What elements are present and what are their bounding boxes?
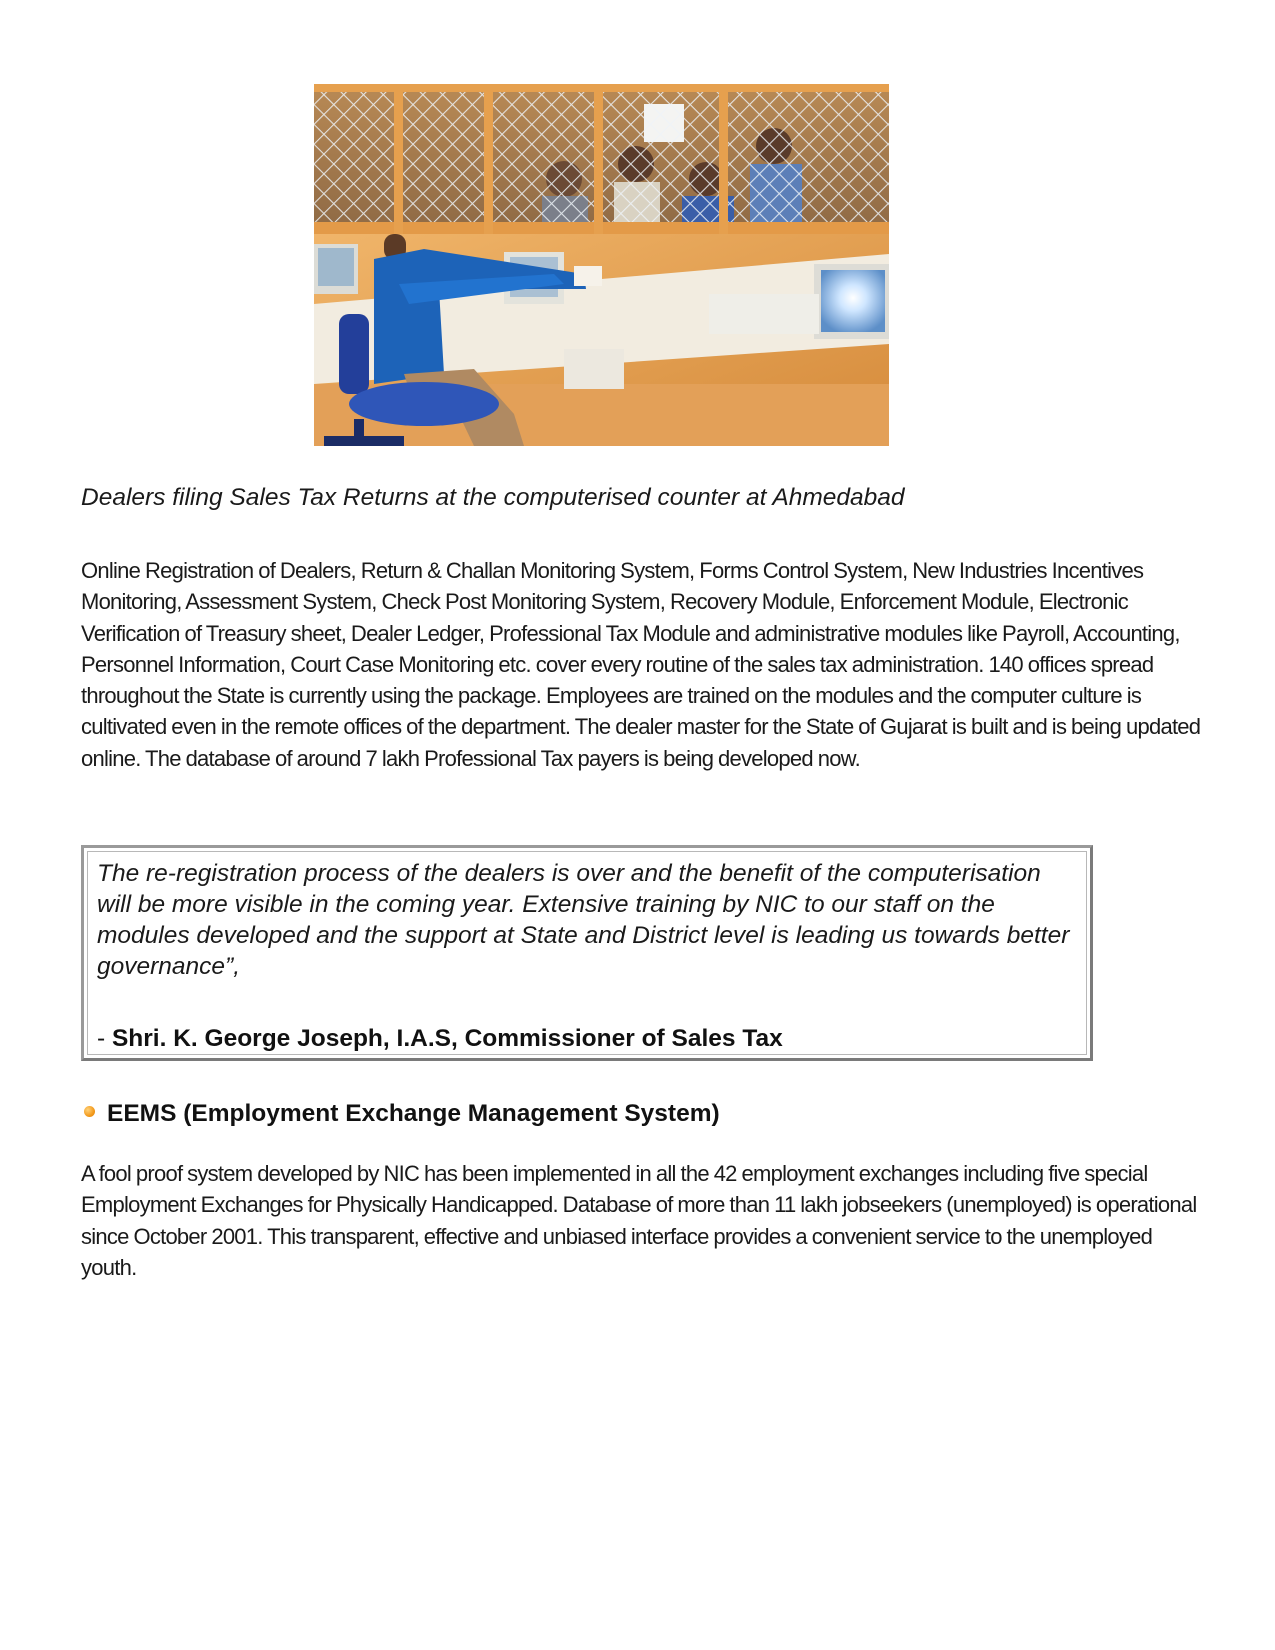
- photo-caption: Dealers filing Sales Tax Returns at the computerised counter at Ahmedabad: [81, 484, 905, 511]
- quote-inner: [87, 851, 1087, 1055]
- quote-box: [81, 845, 1093, 1061]
- orange-dot-bullet-icon: [84, 1106, 95, 1117]
- eems-section-heading: [84, 1099, 720, 1129]
- eems-heading-text: EEMS (Employment Exchange Management System): [107, 1100, 720, 1127]
- counter-photo: [314, 84, 889, 446]
- quote-attribution: [97, 1024, 1078, 1054]
- sales-tax-modules-paragraph: Online Registration of Dealers, Return & Challan Monitoring System, Forms Control System, New Industries Incentives Monitoring, Assessment System, Check Post Monitoring System, Recovery Module, Enforcement Module, Electronic Verification of Treasury sheet, Dealer Ledger, Professional Tax Module and administrative modules like Payroll, Accounting, Personnel Information, Court Case Monitoring etc. cover every routine of the sales tax administration. 140 offices spread throughout the State is currently using the package. Employees are trained on the modules and the computer culture is cultivated even in the remote offices of the department. The dealer master for the State of Gujarat is built and is being updated online. The database of around 7 lakh Professional Tax payers is being developed now.: [81, 558, 1201, 771]
- eems-paragraph: A fool proof system developed by NIC has been implemented in all the 42 employment exchanges including five special Employment Exchanges for Physically Handicapped. Database of more than 11 lakh jobseekers (unemployed) is operational since October 2001. This transparent, effective and unbiased interface provides a convenient service to the unemployed youth.: [81, 1161, 1197, 1280]
- attribution-dash: -: [97, 1025, 112, 1052]
- photo-illustration: [314, 84, 889, 446]
- quote-text: The re-registration process of the dealers is over and the benefit of the computerisation will be more visible in the coming year. Extensive training by NIC to our staff on the modules developed and the support at State and District level is leading us towards better governance”,: [97, 860, 1070, 980]
- attribution-name: Shri. K. George Joseph, I.A.S, Commissioner of Sales Tax: [111, 1025, 783, 1052]
